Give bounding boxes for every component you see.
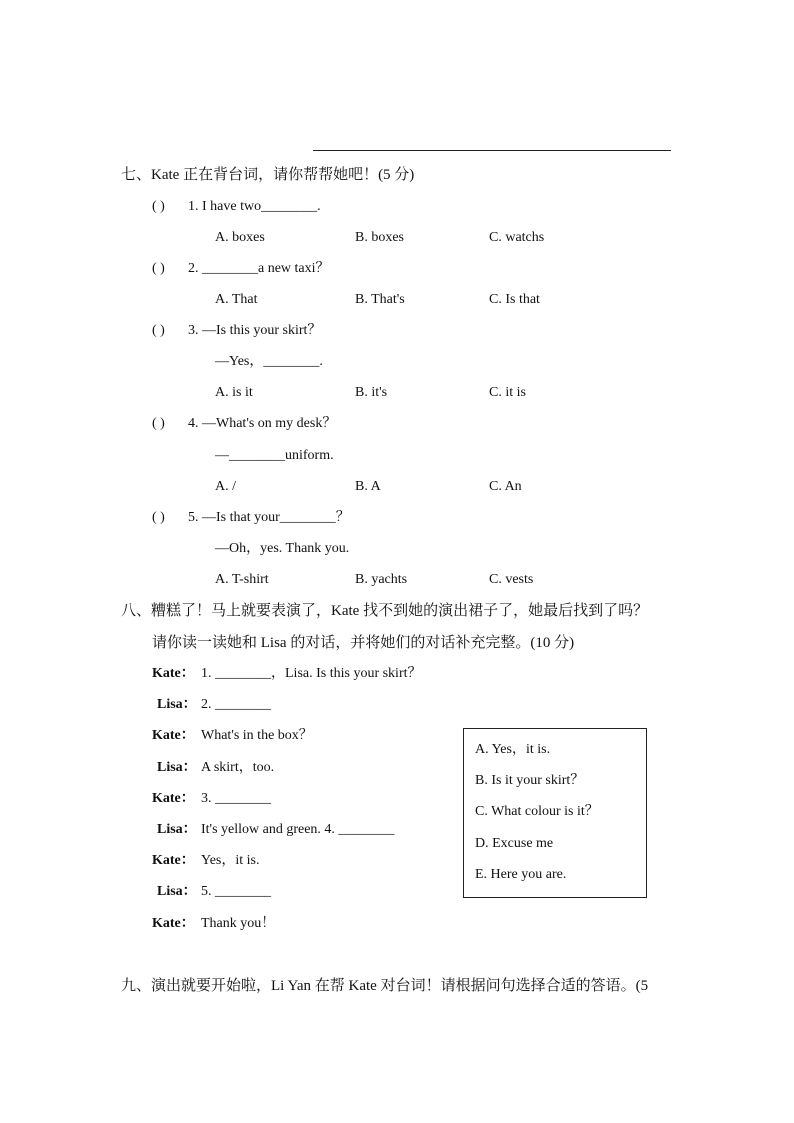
speaker-label: Kate： [152, 916, 195, 931]
question-line2: —Oh，yes. Thank you. [215, 541, 350, 556]
dialogue-text: A skirt，too. [201, 760, 275, 775]
question-line2: —Yes，________. [215, 354, 323, 369]
choice-item: D. Excuse me [475, 836, 554, 851]
option-c: C. watchs [489, 230, 545, 245]
answer-paren: ( ) [152, 416, 165, 431]
option-a: A. boxes [215, 230, 265, 245]
dialogue-text: It's yellow and green. 4. ________ [201, 822, 395, 837]
choice-item: A. Yes，it is. [475, 742, 551, 757]
dialogue-text: 2. ________ [201, 697, 271, 712]
option-b: B. yachts [355, 572, 408, 587]
section9-title: 九、演出就要开始啦，Li Yan 在帮 Kate 对台词！请根据问句选择合适的答语。(5 [121, 978, 649, 994]
speaker-label: Kate： [152, 666, 195, 681]
choice-item: E. Here you are. [475, 867, 567, 882]
speaker-label: Lisa： [157, 760, 197, 775]
choice-item: B. Is it your skirt？ [475, 773, 585, 788]
speaker-label: Kate： [152, 728, 195, 743]
option-a: A. is it [215, 385, 253, 400]
speaker-label: Kate： [152, 853, 195, 868]
dialogue-text: 1. ________，Lisa. Is this your skirt？ [201, 666, 422, 681]
question-stem: 1. I have two________. [188, 199, 321, 214]
section7-title: 七、Kate 正在背台词，请你帮帮她吧！(5 分) [121, 167, 415, 183]
dialogue-text: Thank you！ [201, 916, 276, 931]
option-b: B. That's [355, 292, 405, 307]
question-line2: —________uniform. [215, 448, 334, 463]
speaker-label: Lisa： [157, 822, 197, 837]
question-stem: 5. —Is that your________？ [188, 510, 350, 525]
option-a: A. That [215, 292, 258, 307]
question-stem: 3. —Is this your skirt？ [188, 323, 322, 338]
option-c: C. vests [489, 572, 534, 587]
option-c: C. An [489, 479, 522, 494]
option-b: B. it's [355, 385, 388, 400]
option-c: C. it is [489, 385, 526, 400]
speaker-label: Lisa： [157, 884, 197, 899]
option-c: C. Is that [489, 292, 540, 307]
question-stem: 4. —What's on my desk？ [188, 416, 337, 431]
speaker-label: Kate： [152, 791, 195, 806]
answer-paren: ( ) [152, 323, 165, 338]
dialogue-text: Yes，it is. [201, 853, 260, 868]
dialogue-text: What's in the box？ [201, 728, 313, 743]
option-a: A. T-shirt [215, 572, 269, 587]
answer-paren: ( ) [152, 510, 165, 525]
section8-title-line2: 请你读一读她和 Lisa 的对话，并将她们的对话补充完整。(10 分) [152, 635, 575, 651]
speaker-label: Lisa： [157, 697, 197, 712]
answer-line [313, 150, 671, 151]
section8-title-line1: 八、糟糕了！马上就要表演了，Kate 找不到她的演出裙子了，她最后找到了吗？ [121, 603, 649, 619]
choices-box [463, 728, 647, 898]
question-stem: 2. ________a new taxi？ [188, 261, 330, 276]
option-a: A. / [215, 479, 236, 494]
answer-paren: ( ) [152, 199, 165, 214]
dialogue-text: 3. ________ [201, 791, 271, 806]
choice-item: C. What colour is it？ [475, 804, 599, 819]
option-b: B. boxes [355, 230, 404, 245]
dialogue-text: 5. ________ [201, 884, 271, 899]
option-b: B. A [355, 479, 381, 494]
answer-paren: ( ) [152, 261, 165, 276]
